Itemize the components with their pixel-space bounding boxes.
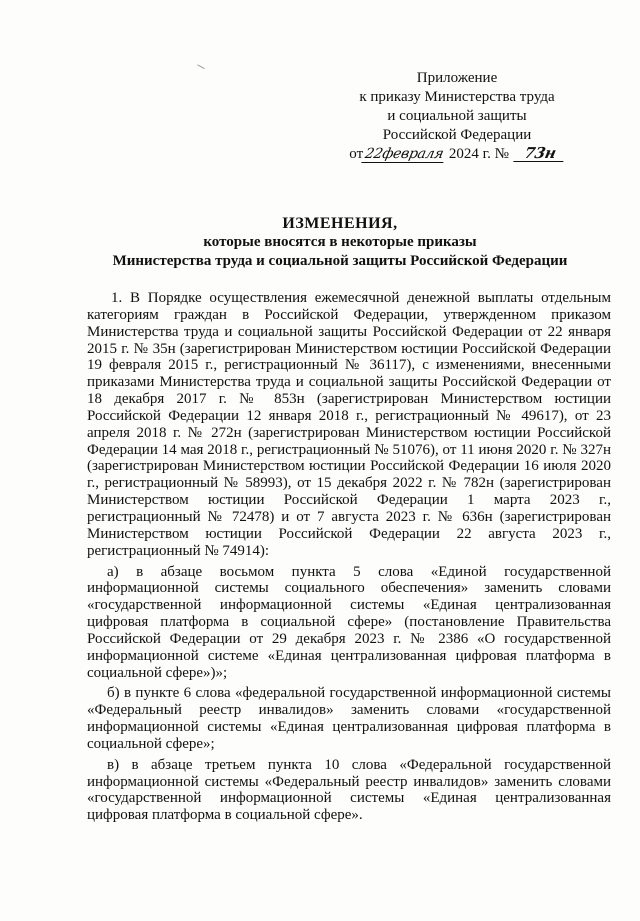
paragraph: а) в абзаце восьмом пункта 5 слова «Единой государственной информационной системы социального обеспечения» заменить словами «государственной информационной системы «Единая централизованная цифровая платформа в социальной сфере» (постановление Правительства Российской Федерации от 29 декабря 2023 г. № 2386 «О государственной информационной системе «Единая централизованная цифровая платформа в социальной сфере»)»; <box>87 563 611 681</box>
appendix-line: Приложение <box>416 70 498 86</box>
handwritten-order-number: 73н <box>513 146 566 162</box>
heading-title: ИЗМЕНЕНИЯ, <box>282 215 398 232</box>
stray-pen-mark <box>195 64 204 72</box>
date-year-label: 2024 г. № <box>448 146 509 162</box>
heading-subtitle: которые вносятся в некоторые приказы <box>203 234 477 250</box>
date-prefix: от <box>349 146 364 162</box>
appendix-header <box>322 69 592 164</box>
paragraph: б) в пункте 6 слова «федеральной государственной информационной системы «Федеральный реестр инвалидов» заменить словами «государственной информационной системы «Единая централизованная цифровая платформа в социальной сфере»; <box>87 685 611 752</box>
document-body <box>87 290 611 828</box>
handwritten-date: 22февраля <box>361 147 446 163</box>
paragraph: 1. В Порядке осуществления ежемесячной денежной выплаты отдельным категориям граждан в Российской Федерации, утвержденном приказом Министерства труда и социальной защиты Российской Федерации от 22 января 2015 г. № 35н (зарегистрирован Министерством юстиции Российской Федерации 19 февраля 2015 г., регистрационный № 36117), с изменениями, внесенными приказами Министерства труда и социальной защиты Российской Федерации от 18 декабря 2017 г. № 853н (зарегистрирован Министерством юстиции Российской Федерации 12 января 2018 г., регистрационный № 49617), от 23 апреля 2018 г. № 272н (зарегистрирован Министерством юстиции Российской Федерации 14 мая 2018 г., регистрационный № 51076), от 11 июня 2020 г. № 327н (зарегистрирован Министерством юстиции Российской Федерации 16 июля 2020 г., регистрационный № 58993), от 15 декабря 2022 г. № 782н (зарегистрирован Министерством юстиции Российской Федерации 1 марта 2023 г., регистрационный № 72478) и от 7 августа 2023 г. № 636н (зарегистрирован Министерством юстиции Российской Федерации 22 августа 2023 г., регистрационный № 74914): <box>87 290 611 559</box>
document-heading <box>60 214 620 271</box>
heading-subtitle: Министерства труда и социальной защиты Российской Федерации <box>112 253 568 269</box>
paragraph: в) в абзаце третьем пункта 10 слова «Федеральной государственной информационной системы «Федеральный реестр инвалидов» заменить словами «государственной информационной системы «Единая централизованная цифровая платформа в социальной сфере». <box>87 756 611 824</box>
appendix-line: к приказу Министерства труда <box>359 89 555 105</box>
order-date-line <box>322 145 592 164</box>
appendix-line: Российской Федерации <box>382 127 532 143</box>
appendix-line: и социальной защиты <box>387 108 527 124</box>
